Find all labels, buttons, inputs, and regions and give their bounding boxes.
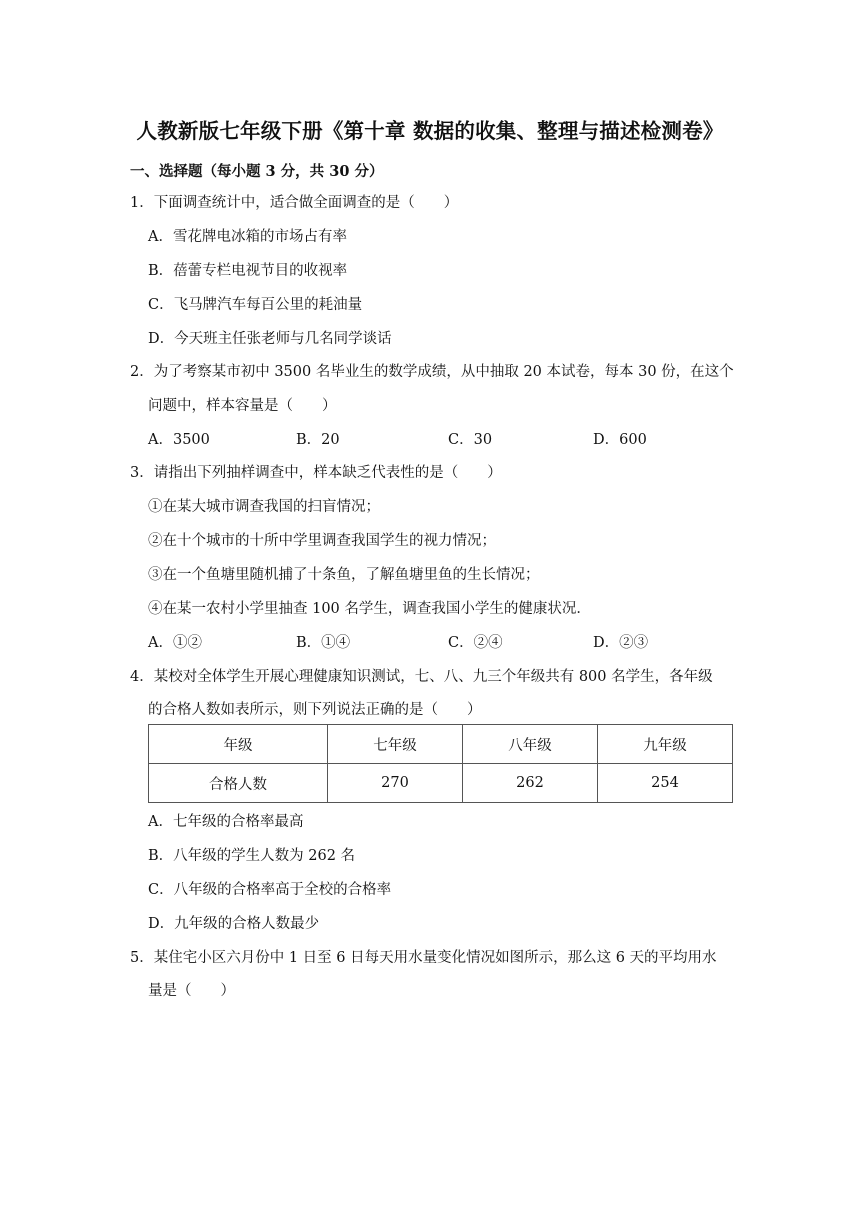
question-4-option-d: D．九年级的合格人数最少 xyxy=(148,916,320,932)
question-3-stem: 3．请指出下列抽样调查中，样本缺乏代表性的是（ ） xyxy=(130,465,502,481)
table-cell: 七年级 xyxy=(327,725,462,764)
section-heading: 一、选择题（每小题 3 分，共 30 分） xyxy=(130,163,384,180)
question-2-option-b: B．20 xyxy=(296,432,340,448)
question-2-option-c: C．30 xyxy=(448,432,493,448)
question-3-option-c: C．②④ xyxy=(448,635,503,651)
question-3-item-1: ①在某大城市调查我国的扫盲情况； xyxy=(148,499,380,515)
question-3-option-b: B．①④ xyxy=(296,635,351,651)
question-3-item-3: ③在一个鱼塘里随机捕了十条鱼，了解鱼塘里鱼的生长情况； xyxy=(148,567,540,583)
table-cell: 270 xyxy=(327,764,462,803)
question-1-option-b: B．蓓蕾专栏电视节目的收视率 xyxy=(148,263,348,279)
question-1-option-d: D．今天班主任张老师与几名同学谈话 xyxy=(148,331,392,347)
question-2-option-d: D．600 xyxy=(593,432,647,448)
table-row xyxy=(149,764,733,803)
question-1-option-a: A．雪花牌电冰箱的市场占有率 xyxy=(148,229,347,245)
question-4-option-a: A．七年级的合格率最高 xyxy=(148,814,304,830)
question-3-option-d: D．②③ xyxy=(593,635,649,651)
question-1-option-c: C．飞马牌汽车每百公里的耗油量 xyxy=(148,297,363,313)
table-cell: 九年级 xyxy=(597,725,732,764)
pass-count-table xyxy=(148,724,733,803)
question-2-stem: 2．为了考察某市初中 3500 名毕业生的数学成绩，从中抽取 20 本试卷，每本 30 份，在这个 xyxy=(130,364,734,380)
table-cell: 254 xyxy=(597,764,732,803)
table-cell: 八年级 xyxy=(462,725,597,764)
table-header-row xyxy=(149,725,733,764)
table-cell: 262 xyxy=(462,764,597,803)
question-3-option-a: A．①② xyxy=(148,635,202,651)
question-5-stem-continued: 量是（ ） xyxy=(148,983,235,999)
table-cell: 合格人数 xyxy=(149,764,328,803)
question-2-options xyxy=(148,428,748,450)
question-3-item-4: ④在某一农村小学里抽查 100 名学生，调查我国小学生的健康状况． xyxy=(148,601,591,617)
question-5-stem: 5．某住宅小区六月份中 1 日至 6 日每天用水量变化情况如图所示，那么这 6 天的平均用水 xyxy=(130,950,717,966)
question-3-options xyxy=(148,631,748,653)
question-4-stem-continued: 的合格人数如表所示，则下列说法正确的是（ ） xyxy=(148,702,482,718)
question-2-option-a: A．3500 xyxy=(148,432,210,448)
question-4-stem: 4．某校对全体学生开展心理健康知识测试，七、八、九三个年级共有 800 名学生，各年级 xyxy=(130,669,713,685)
question-4-option-c: C．八年级的合格率高于全校的合格率 xyxy=(148,882,392,898)
table-cell: 年级 xyxy=(149,725,328,764)
question-2-stem-continued: 问题中，样本容量是（ ） xyxy=(148,398,337,414)
question-1-stem: 1．下面调查统计中，适合做全面调查的是（ ） xyxy=(130,195,459,211)
question-3-item-2: ②在十个城市的十所中学里调查我国学生的视力情况； xyxy=(148,533,496,549)
page-title: 人教新版七年级下册《第十章 数据的收集、整理与描述检测卷》 xyxy=(136,119,724,143)
question-4-option-b: B．八年级的学生人数为 262 名 xyxy=(148,848,356,864)
